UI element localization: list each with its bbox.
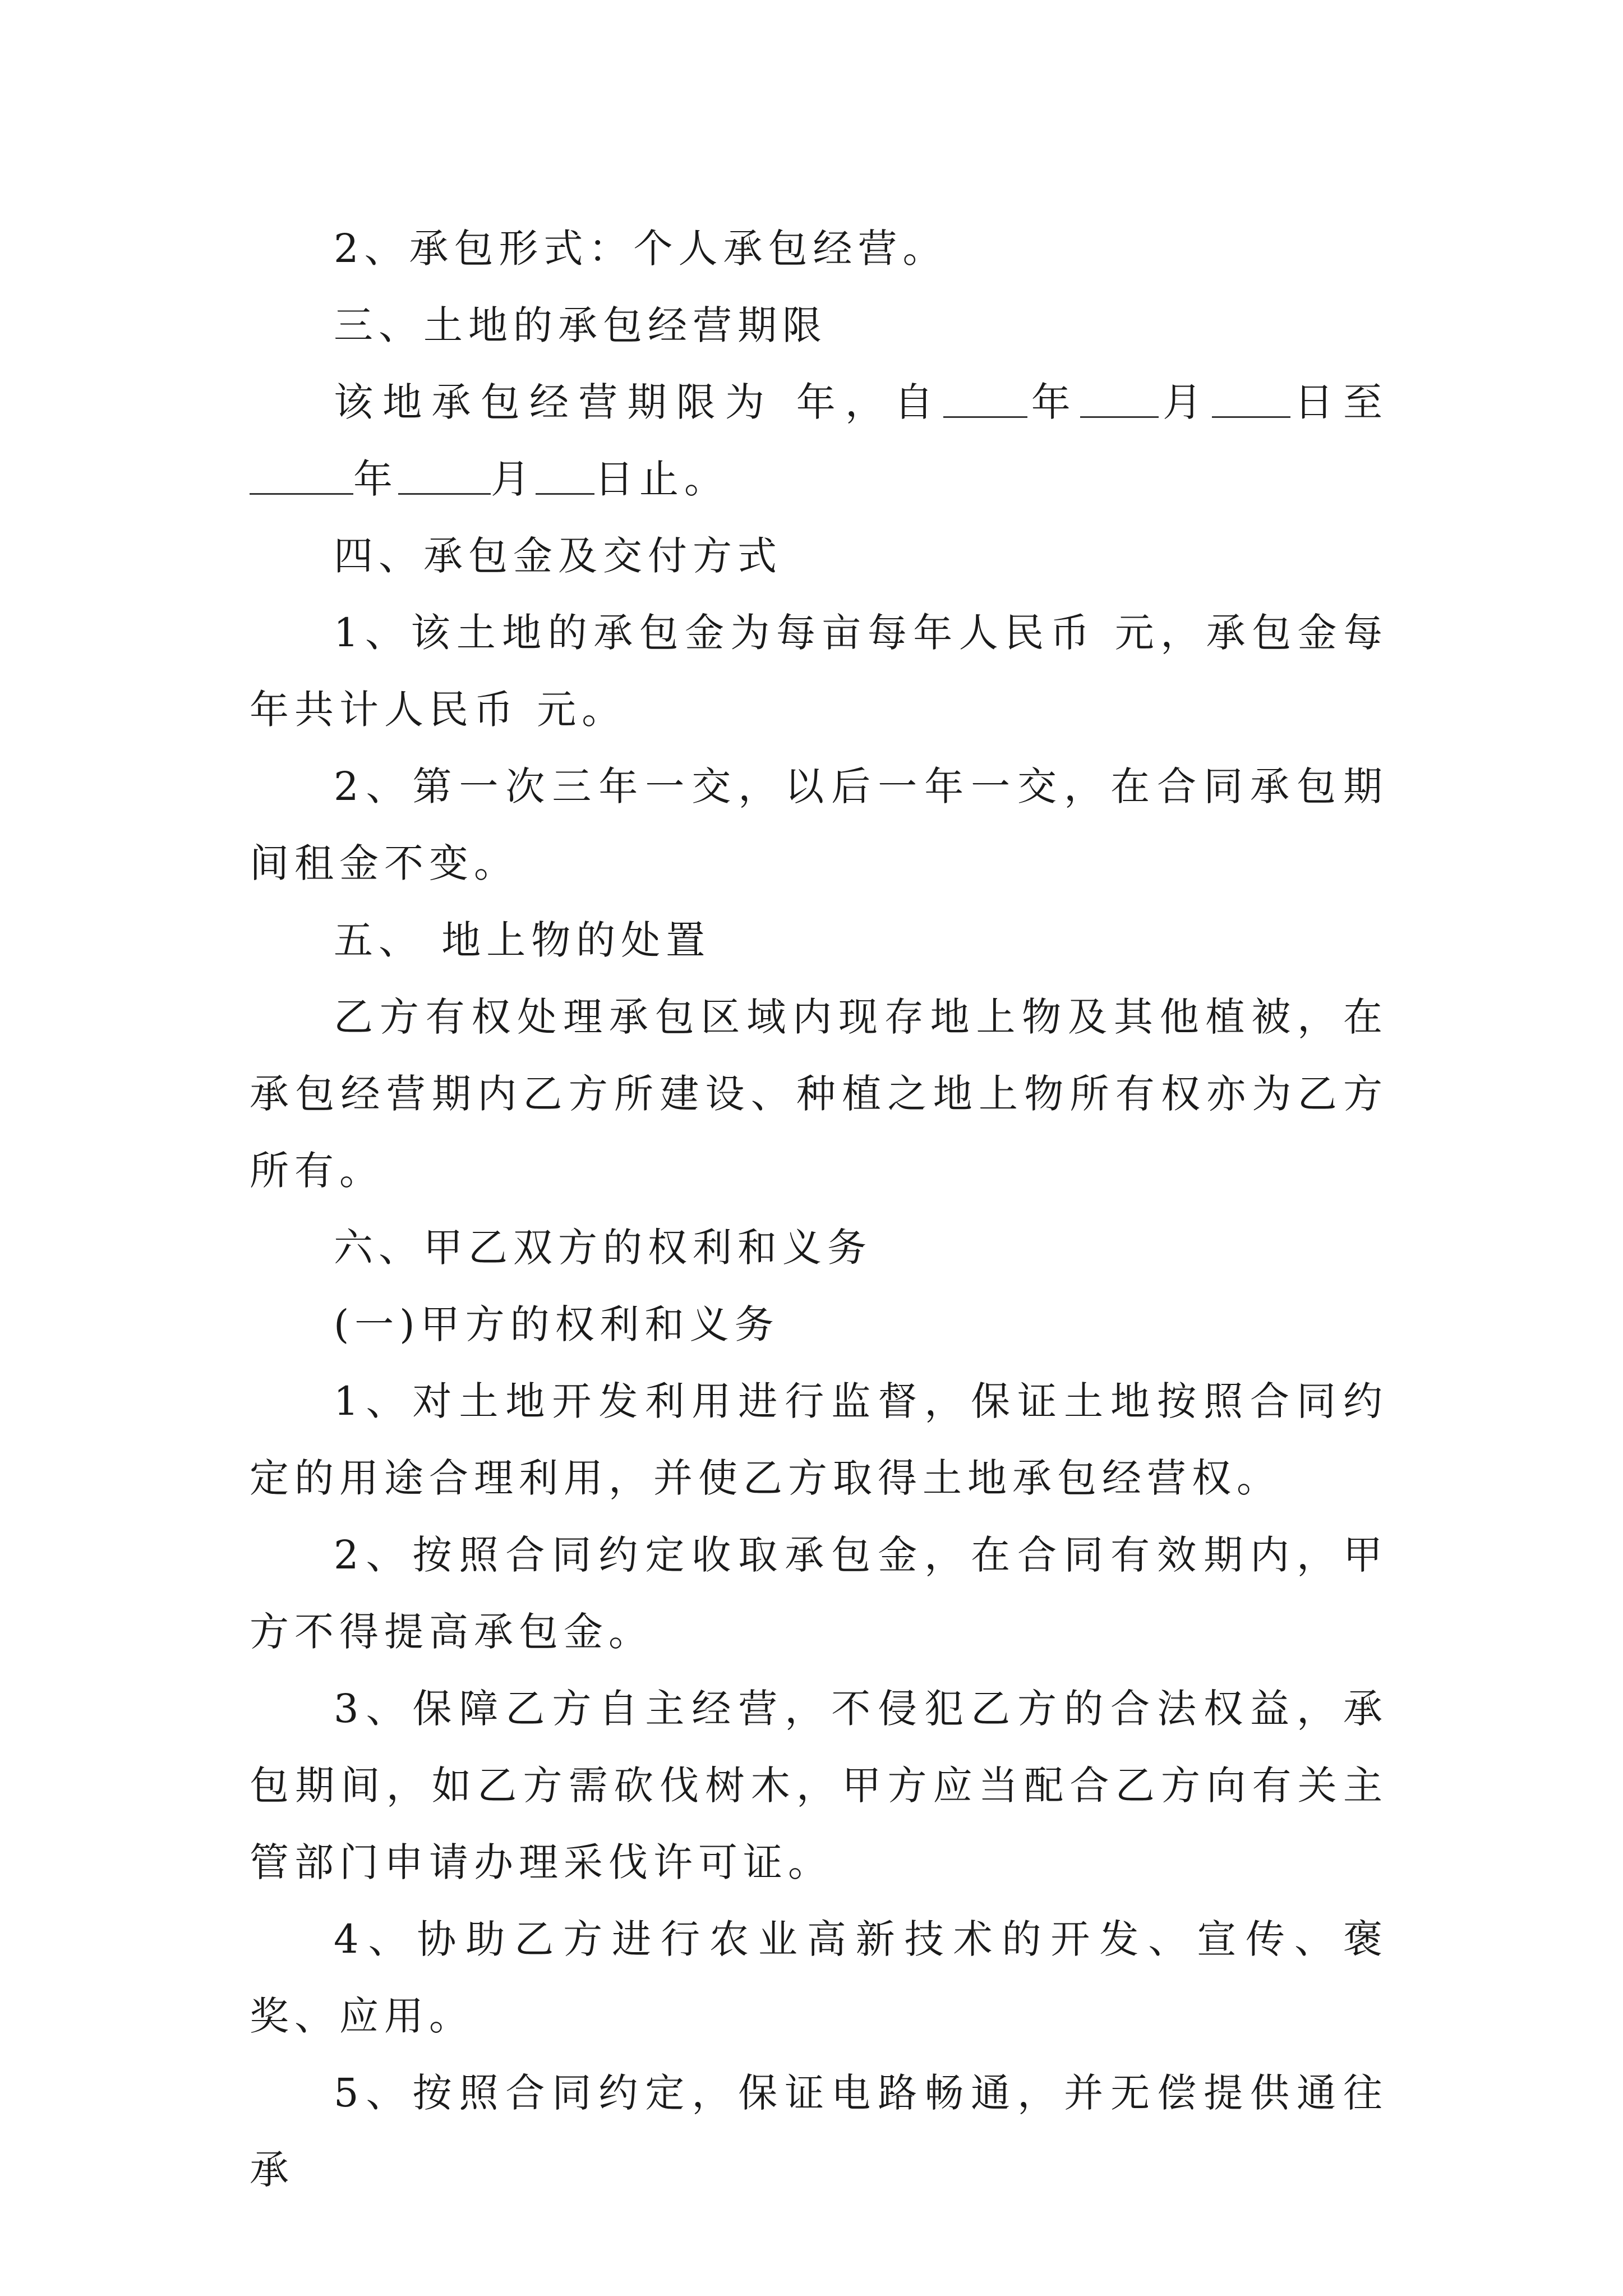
heading-rights-obligations: 六、甲乙双方的权利和义务: [334, 1225, 872, 1271]
paragraph-payment-schedule: 2、第一次三年一交，以后一年一交，在合同承包期间租金不变。: [250, 763, 1388, 886]
document-body: [250, 210, 1388, 2208]
blank-start-month: [1080, 383, 1159, 418]
heading-payment: 四、承包金及交付方式: [334, 533, 782, 579]
term-text-7: 日止。: [594, 456, 729, 502]
term-text-4: 日至: [1290, 379, 1388, 425]
term-text-5: 年: [353, 456, 398, 502]
blank-start-day: [1212, 383, 1290, 418]
blank-start-year: [943, 383, 1027, 418]
term-text-3: 月: [1159, 379, 1212, 425]
paragraph-party-a-3: 3、保障乙方自主经营，不侵犯乙方的合法权益，承包期间，如乙方需砍伐树木，甲方应当配合乙方向有关主管部门申请办理采伐许可证。: [250, 1686, 1388, 1885]
paragraph-party-a-5: 5、按照合同约定，保证电路畅通，并无偿提供通往承: [250, 2070, 1388, 2193]
subheading-party-a: (一)甲方的权利和义务: [334, 1301, 780, 1347]
blank-end-month: [398, 459, 491, 495]
term-text-1: 该地承包经营期限为 年，自: [334, 379, 943, 425]
paragraph-ground-objects: 乙方有权处理承包区域内现存地上物及其他植被，在承包经营期内乙方所建设、种植之地上物所有权亦为乙方所有。: [250, 994, 1388, 1194]
paragraph-contract-form: 2、承包形式：个人承包经营。: [334, 226, 948, 272]
heading-ground-objects: 五、 地上物的处置: [334, 917, 711, 963]
heading-contract-term: 三、土地的承包经营期限: [334, 302, 827, 348]
term-text-6: 月: [491, 456, 536, 502]
blank-end-day: [536, 459, 594, 495]
paragraph-party-a-2: 2、按照合同约定收取承包金，在合同有效期内，甲方不得提高承包金。: [250, 1532, 1388, 1655]
paragraph-party-a-1: 1、对土地开发利用进行监督，保证土地按照合同约定的用途合理利用，并使乙方取得土地承包经营权。: [250, 1378, 1388, 1501]
blank-end-year: [250, 459, 353, 495]
paragraph-party-a-4: 4、协助乙方进行农业高新技术的开发、宣传、褒奖、应用。: [250, 1916, 1388, 2039]
term-text-2: 年: [1027, 379, 1080, 425]
paragraph-payment-amount: 1、该土地的承包金为每亩每年人民币 元，承包金每年共计人民币 元。: [250, 610, 1388, 733]
paragraph-term-clause: [250, 364, 1388, 518]
